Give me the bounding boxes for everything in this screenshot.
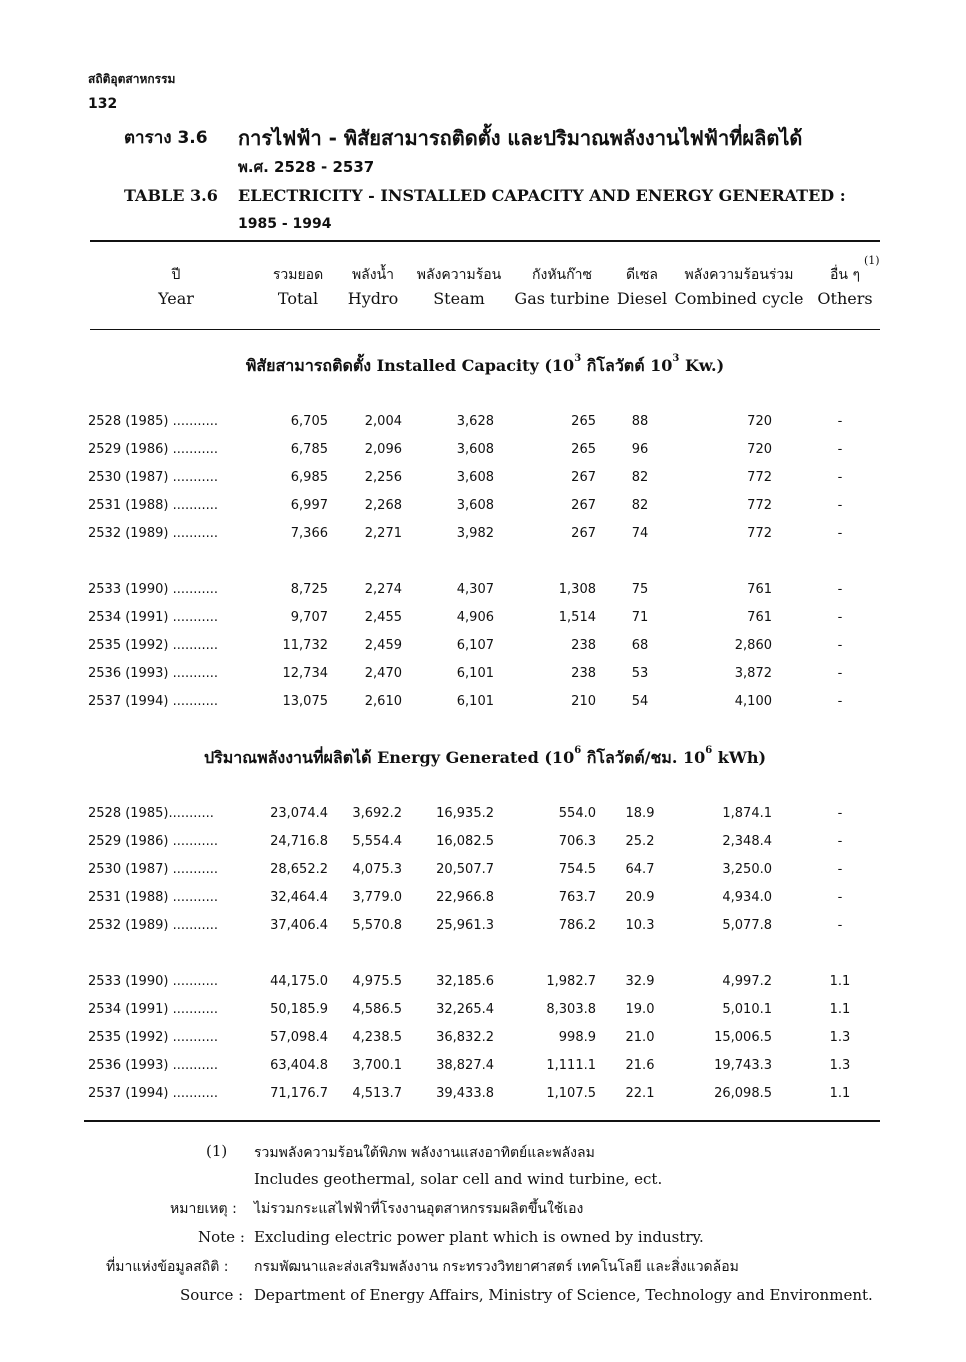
column-header-total: รวมยอด Total: [272, 267, 324, 308]
table-years-thai: พ.ศ. 2528 - 2537: [238, 158, 375, 176]
cell-gas-turbine: 1,107.5: [546, 1086, 596, 1101]
cell-steam: 16,935.2: [436, 806, 494, 821]
source-thai: กรมพัฒนาและส่งเสริมพลังงาน กระทรวงวิทยาศาสตร์ เทคโนโลยี และสิ่งแวดล้อม: [254, 1259, 739, 1275]
cell-gas-turbine: 238: [571, 666, 596, 681]
cell-combined-cycle: 2,348.4: [722, 834, 772, 849]
cell-total: 12,734: [282, 666, 328, 681]
footnote-marker-others: (1): [864, 254, 880, 267]
cell-diesel: 22.1: [625, 1086, 655, 1101]
table-row: [0, 974, 966, 994]
cell-year: 2537 (1994) ...........: [88, 1086, 219, 1101]
cell-gas-turbine: 265: [571, 414, 596, 429]
cell-gas-turbine: 267: [571, 526, 596, 541]
cell-total: 9,707: [290, 610, 328, 625]
cell-hydro: 4,975.5: [352, 974, 402, 989]
table-row: [0, 442, 966, 462]
cell-diesel: 18.9: [625, 806, 655, 821]
column-header-steam: พลังความร้อน Steam: [416, 267, 502, 308]
table-row: [0, 610, 966, 630]
footnote-1-thai: รวมพลังความร้อนใต้พิภพ พลังงานแสงอาทิตย์และพลังลม: [254, 1145, 595, 1161]
cell-year: 2530 (1987) ...........: [88, 470, 219, 485]
cell-hydro: 2,274: [364, 582, 402, 597]
cell-year: 2529 (1986) ...........: [88, 442, 219, 457]
cell-hydro: 3,779.0: [352, 890, 402, 905]
section-title-installed-capacity: พิสัยสามารถติดตั้ง Installed Capacity ($10^3$ กิโลวัตต์ $10^3$ Kw.): [245, 353, 725, 375]
column-header-diesel: ดีเซล Diesel: [616, 267, 668, 308]
cell-total: 7,366: [290, 526, 328, 541]
cell-hydro: 5,570.8: [352, 918, 402, 933]
cell-hydro: 3,692.2: [352, 806, 402, 821]
cell-total: 23,074.4: [270, 806, 328, 821]
table-row: [0, 498, 966, 518]
cell-gas-turbine: 706.3: [558, 834, 596, 849]
cell-year: 2528 (1985) ...........: [88, 414, 219, 429]
cell-total: 11,732: [282, 638, 328, 653]
cell-others: -: [837, 610, 843, 625]
table-years-english: 1985 - 1994: [238, 216, 332, 232]
cell-hydro: 2,459: [364, 638, 402, 653]
column-header-gas-turbine: กังหันก๊าซ Gas turbine: [514, 267, 610, 308]
cell-steam: 3,608: [456, 498, 494, 513]
cell-steam: 4,307: [456, 582, 494, 597]
cell-year: 2535 (1992) ...........: [88, 638, 219, 653]
table-row: [0, 862, 966, 882]
table-row: [0, 890, 966, 910]
table-row: [0, 834, 966, 854]
cell-hydro: 3,700.1: [352, 1058, 402, 1073]
source-label-english: Source :: [180, 1286, 244, 1304]
cell-diesel: 82: [631, 470, 649, 485]
cell-gas-turbine: 1,308: [558, 582, 596, 597]
cell-hydro: 2,096: [364, 442, 402, 457]
remark-thai: ไม่รวมกระแสไฟฟ้าที่โรงงานอุตสาหกรรมผลิตขึ้นใช้เอง: [254, 1201, 584, 1217]
cell-combined-cycle: 19,743.3: [714, 1058, 772, 1073]
cell-combined-cycle: 3,250.0: [722, 862, 772, 877]
cell-steam: 25,961.3: [436, 918, 494, 933]
table-label-thai: ตาราง 3.6: [124, 128, 208, 148]
cell-steam: 32,265.4: [436, 1002, 494, 1017]
cell-total: 8,725: [290, 582, 328, 597]
cell-gas-turbine: 267: [571, 498, 596, 513]
cell-gas-turbine: 8,303.8: [546, 1002, 596, 1017]
cell-steam: 20,507.7: [436, 862, 494, 877]
cell-hydro: 2,470: [364, 666, 402, 681]
cell-gas-turbine: 786.2: [558, 918, 596, 933]
column-header-hydro: พลังน้ำ Hydro: [347, 267, 399, 308]
cell-hydro: 2,271: [364, 526, 402, 541]
cell-total: 32,464.4: [270, 890, 328, 905]
cell-year: 2533 (1990) ...........: [88, 974, 219, 989]
cell-total: 28,652.2: [270, 862, 328, 877]
cell-others: -: [837, 582, 843, 597]
table-row: [0, 1058, 966, 1078]
cell-diesel: 21.0: [625, 1030, 655, 1045]
cell-diesel: 20.9: [625, 890, 655, 905]
cell-hydro: 4,586.5: [352, 1002, 402, 1017]
table-row: [0, 918, 966, 938]
cell-combined-cycle: 5,077.8: [722, 918, 772, 933]
cell-hydro: 2,004: [364, 414, 402, 429]
header-rule: [90, 329, 880, 330]
cell-gas-turbine: 998.9: [558, 1030, 596, 1045]
cell-combined-cycle: 4,934.0: [722, 890, 772, 905]
cell-others: 1.1: [829, 974, 851, 989]
cell-total: 44,175.0: [270, 974, 328, 989]
top-rule: [90, 240, 880, 242]
cell-others: -: [837, 638, 843, 653]
cell-steam: 6,101: [456, 694, 494, 709]
cell-year: 2528 (1985)...........: [88, 806, 214, 821]
footnote-1-english: Includes geothermal, solar cell and wind turbine, ect.: [254, 1170, 663, 1188]
cell-diesel: 10.3: [625, 918, 655, 933]
table-row: [0, 414, 966, 434]
table-row: [0, 694, 966, 714]
cell-year: 2536 (1993) ...........: [88, 666, 219, 681]
cell-others: -: [837, 442, 843, 457]
cell-hydro: 4,238.5: [352, 1030, 402, 1045]
remark-label-thai: หมายเหตุ :: [170, 1201, 237, 1217]
column-header-combined-cycle: พลังความร้อนร่วม Combined cycle: [674, 267, 804, 308]
cell-gas-turbine: 1,111.1: [546, 1058, 596, 1073]
cell-combined-cycle: 720: [747, 414, 772, 429]
cell-combined-cycle: 26,098.5: [714, 1086, 772, 1101]
table-row: [0, 470, 966, 490]
cell-total: 13,075: [282, 694, 328, 709]
cell-steam: 38,827.4: [436, 1058, 494, 1073]
cell-others: 1.1: [829, 1002, 851, 1017]
cell-steam: 3,628: [456, 414, 494, 429]
cell-others: -: [837, 498, 843, 513]
table-row: [0, 1086, 966, 1106]
cell-combined-cycle: 15,006.5: [714, 1030, 772, 1045]
cell-year: 2534 (1991) ...........: [88, 610, 219, 625]
table-title-thai: การไฟฟ้า - พิสัยสามารถติดตั้ง และปริมาณพลังงานไฟฟ้าที่ผลิตได้: [238, 126, 803, 150]
section-title-energy-generated: ปริมาณพลังงานที่ผลิตได้ Energy Generated ($10^6$ กิโลวัตต์/ชม. $10^6$ kWh): [203, 745, 767, 767]
cell-hydro: 2,610: [364, 694, 402, 709]
cell-others: -: [837, 806, 843, 821]
cell-combined-cycle: 761: [747, 582, 772, 597]
cell-year: 2533 (1990) ...........: [88, 582, 219, 597]
page-number: 132: [88, 96, 118, 112]
cell-steam: 6,107: [456, 638, 494, 653]
cell-diesel: 88: [631, 414, 649, 429]
cell-others: 1.1: [829, 1086, 851, 1101]
running-head: สถิติอุตสาหกรรม: [88, 72, 176, 86]
cell-combined-cycle: 720: [747, 442, 772, 457]
cell-hydro: 5,554.4: [352, 834, 402, 849]
column-header-year: ปี Year: [158, 267, 194, 308]
cell-combined-cycle: 2,860: [734, 638, 772, 653]
source-english: Department of Energy Affairs, Ministry of Science, Technology and Environment.: [254, 1286, 873, 1304]
cell-combined-cycle: 5,010.1: [722, 1002, 772, 1017]
cell-total: 24,716.8: [270, 834, 328, 849]
footnote-1-label: (1): [206, 1142, 228, 1160]
cell-year: 2531 (1988) ...........: [88, 498, 219, 513]
cell-combined-cycle: 3,872: [734, 666, 772, 681]
cell-year: 2529 (1986) ...........: [88, 834, 219, 849]
cell-combined-cycle: 772: [747, 526, 772, 541]
cell-total: 6,985: [290, 470, 328, 485]
bottom-rule: [84, 1120, 880, 1122]
cell-diesel: 75: [631, 582, 649, 597]
cell-steam: 36,832.2: [436, 1030, 494, 1045]
cell-total: 6,997: [290, 498, 328, 513]
cell-gas-turbine: 238: [571, 638, 596, 653]
cell-diesel: 71: [631, 610, 649, 625]
column-header-others: อื่น ๆ Others: [817, 267, 873, 308]
cell-steam: 3,608: [456, 470, 494, 485]
table-row: [0, 526, 966, 546]
cell-gas-turbine: 210: [571, 694, 596, 709]
note-english: Excluding electric power plant which is owned by industry.: [254, 1228, 704, 1246]
cell-combined-cycle: 1,874.1: [722, 806, 772, 821]
cell-gas-turbine: 265: [571, 442, 596, 457]
cell-year: 2531 (1988) ...........: [88, 890, 219, 905]
cell-year: 2536 (1993) ...........: [88, 1058, 219, 1073]
cell-steam: 16,082.5: [436, 834, 494, 849]
table-row: [0, 1030, 966, 1050]
cell-diesel: 96: [631, 442, 649, 457]
table-row: [0, 1002, 966, 1022]
table-label-english: TABLE 3.6: [124, 186, 218, 205]
cell-combined-cycle: 4,100: [734, 694, 772, 709]
cell-steam: 4,906: [456, 610, 494, 625]
cell-hydro: 4,075.3: [352, 862, 402, 877]
cell-steam: 3,608: [456, 442, 494, 457]
cell-others: -: [837, 834, 843, 849]
cell-gas-turbine: 267: [571, 470, 596, 485]
cell-combined-cycle: 772: [747, 470, 772, 485]
note-label: Note :: [198, 1228, 245, 1246]
cell-year: 2534 (1991) ...........: [88, 1002, 219, 1017]
cell-hydro: 4,513.7: [352, 1086, 402, 1101]
cell-diesel: 53: [631, 666, 649, 681]
cell-year: 2535 (1992) ...........: [88, 1030, 219, 1045]
cell-year: 2532 (1989) ...........: [88, 918, 219, 933]
cell-year: 2537 (1994) ...........: [88, 694, 219, 709]
cell-hydro: 2,268: [364, 498, 402, 513]
cell-others: -: [837, 862, 843, 877]
cell-year: 2530 (1987) ...........: [88, 862, 219, 877]
cell-others: 1.3: [829, 1058, 851, 1073]
cell-diesel: 82: [631, 498, 649, 513]
cell-others: -: [837, 694, 843, 709]
cell-others: -: [837, 666, 843, 681]
cell-diesel: 74: [631, 526, 649, 541]
cell-diesel: 21.6: [625, 1058, 655, 1073]
cell-hydro: 2,455: [364, 610, 402, 625]
cell-total: 63,404.8: [270, 1058, 328, 1073]
table-title-english: ELECTRICITY - INSTALLED CAPACITY AND ENERGY GENERATED :: [238, 186, 846, 205]
cell-gas-turbine: 754.5: [558, 862, 596, 877]
cell-steam: 3,982: [456, 526, 494, 541]
cell-combined-cycle: 761: [747, 610, 772, 625]
cell-diesel: 19.0: [625, 1002, 655, 1017]
table-row: [0, 806, 966, 826]
cell-others: -: [837, 526, 843, 541]
cell-total: 71,176.7: [270, 1086, 328, 1101]
cell-steam: 32,185.6: [436, 974, 494, 989]
cell-gas-turbine: 763.7: [558, 890, 596, 905]
cell-gas-turbine: 554.0: [558, 806, 596, 821]
cell-hydro: 2,256: [364, 470, 402, 485]
cell-steam: 22,966.8: [436, 890, 494, 905]
cell-steam: 39,433.8: [436, 1086, 494, 1101]
cell-diesel: 25.2: [625, 834, 655, 849]
table-row: [0, 582, 966, 602]
cell-year: 2532 (1989) ...........: [88, 526, 219, 541]
cell-others: -: [837, 890, 843, 905]
cell-total: 6,785: [290, 442, 328, 457]
cell-total: 50,185.9: [270, 1002, 328, 1017]
cell-combined-cycle: 4,997.2: [722, 974, 772, 989]
cell-combined-cycle: 772: [747, 498, 772, 513]
source-label-thai: ที่มาแห่งข้อมูลสถิติ :: [106, 1259, 229, 1275]
cell-diesel: 54: [631, 694, 649, 709]
cell-steam: 6,101: [456, 666, 494, 681]
cell-total: 57,098.4: [270, 1030, 328, 1045]
cell-diesel: 68: [631, 638, 649, 653]
cell-gas-turbine: 1,514: [558, 610, 596, 625]
cell-total: 6,705: [290, 414, 328, 429]
cell-total: 37,406.4: [270, 918, 328, 933]
cell-diesel: 32.9: [625, 974, 655, 989]
cell-gas-turbine: 1,982.7: [546, 974, 596, 989]
table-row: [0, 666, 966, 686]
cell-others: -: [837, 918, 843, 933]
cell-others: -: [837, 470, 843, 485]
cell-others: 1.3: [829, 1030, 851, 1045]
cell-diesel: 64.7: [625, 862, 655, 877]
cell-others: -: [837, 414, 843, 429]
table-row: [0, 638, 966, 658]
